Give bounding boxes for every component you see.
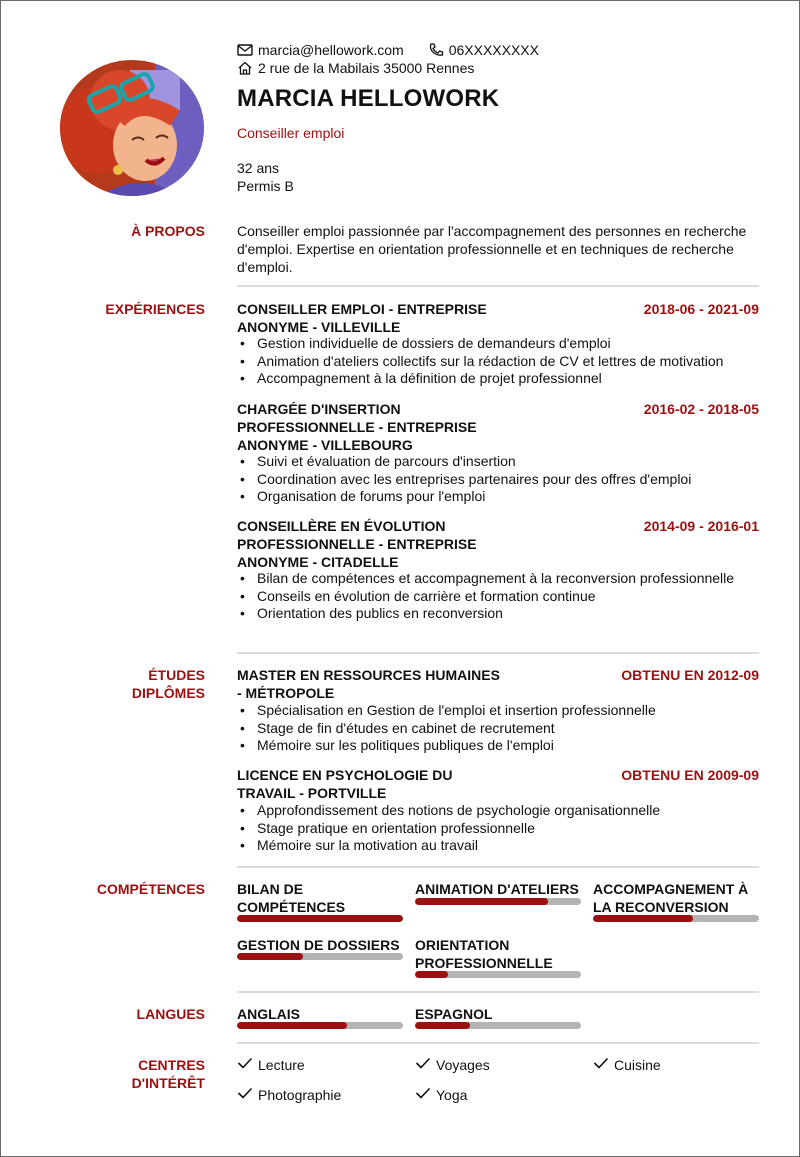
separator	[237, 652, 759, 654]
section-label-languages: LANGUES	[136, 1006, 205, 1022]
interest-item	[237, 1086, 341, 1104]
envelope-icon	[237, 43, 253, 57]
skill-bar	[237, 915, 403, 922]
experience-title: CONSEILLÈRE EN ÉVOLUTION PROFESSIONNELLE - ENTREPRISE ANONYME - CITADELLE	[237, 518, 477, 570]
email-text[interactable]: marcia@hellowork.com	[258, 42, 404, 58]
list-item: • Mémoire sur les politiques publiques de l'emploi	[237, 737, 759, 755]
experience-date: 2014-09 - 2016-01	[643, 518, 759, 534]
list-item: • Conseils en évolution de carrière et formation continue	[237, 588, 759, 606]
skill-bar-fill	[415, 898, 548, 905]
skill-bar-fill	[237, 953, 303, 960]
language-name: ANGLAIS	[237, 1006, 300, 1022]
personal-info	[237, 159, 294, 195]
list-item: • Stage de fin d'études en cabinet de recrutement	[237, 720, 759, 738]
phone-text[interactable]: 06XXXXXXXX	[448, 42, 539, 58]
about-text: Conseiller emploi passionnée par l'accompagnement des personnes en recherche d'emploi. Expertise en orientation professionnelle et en techniques de recherche d'emploi.	[237, 223, 747, 275]
interest-label: Cuisine	[614, 1057, 661, 1073]
checkmark-icon	[415, 1056, 431, 1074]
section-label-skills: COMPÉTENCES	[96, 881, 205, 897]
list-item: • Approfondissement des notions de psychologie organisationnelle	[237, 802, 759, 820]
list-item: • Bilan de compétences et accompagnement à la reconversion professionnelle	[237, 570, 759, 588]
experience-title: CONSEILLER EMPLOI - ENTREPRISE ANONYME - VILLEVILLE	[237, 301, 487, 335]
phone-icon	[428, 43, 444, 57]
checkmark-icon	[237, 1086, 253, 1104]
skill-bar-fill	[237, 915, 403, 922]
language-name: ESPAGNOL	[415, 1006, 493, 1022]
list-item: • Orientation des publics en reconversion	[237, 605, 759, 623]
skill-bar	[237, 953, 403, 960]
section-label-experiences: EXPÉRIENCES	[105, 301, 205, 317]
section-label-about: À PROPOS	[131, 223, 205, 239]
list-item: • Organisation de forums pour l'emploi	[237, 488, 759, 506]
license-text: Permis B	[237, 178, 294, 194]
language-bar-fill	[237, 1022, 347, 1029]
study-date: OBTENU EN 2012-09	[621, 667, 759, 683]
checkmark-icon	[415, 1086, 431, 1104]
checkmark-icon	[237, 1056, 253, 1074]
language-bar	[237, 1022, 403, 1029]
skill-name: ANIMATION D'ATELIERS	[415, 881, 579, 897]
list-item: • Accompagnement à la définition de projet professionnel	[237, 370, 759, 388]
experience-date: 2018-06 - 2021-09	[643, 301, 759, 317]
interest-item	[415, 1056, 490, 1074]
list-item: • Coordination avec les entreprises partenaires pour des offres d'emploi	[237, 471, 759, 489]
section-label-studies-line2: DIPLÔMES	[131, 685, 205, 701]
interest-label: Lecture	[258, 1057, 305, 1073]
study-title: MASTER EN RESSOURCES HUMAINES - MÉTROPOLE	[237, 667, 500, 701]
age-text: 32 ans	[237, 160, 280, 176]
interest-item	[237, 1056, 305, 1074]
study-bullets	[237, 802, 759, 855]
skill-bar	[415, 898, 581, 905]
experience-bullets	[237, 335, 759, 388]
experience-bullets	[237, 570, 759, 623]
section-label-interests	[60, 1056, 205, 1092]
list-item: • Spécialisation en Gestion de l'emploi et insertion professionnelle	[237, 702, 759, 720]
study-bullets	[237, 702, 759, 755]
list-item: • Animation d'ateliers collectifs sur la rédaction de CV et lettres de motivation	[237, 353, 759, 371]
job-title: Conseiller emploi	[237, 125, 345, 141]
section-label-studies-line1: ÉTUDES	[148, 667, 205, 683]
address-text: 2 rue de la Mabilais 35000 Rennes	[258, 60, 475, 76]
experience-bullets	[237, 453, 759, 506]
list-item: • Suivi et évaluation de parcours d'insertion	[237, 453, 759, 471]
study-title: LICENCE EN PSYCHOLOGIE DU TRAVAIL - PORTVILLE	[237, 767, 453, 801]
separator	[237, 991, 759, 993]
section-label-interests-line2: D'INTÉRÊT	[131, 1075, 205, 1091]
skill-bar	[415, 971, 581, 978]
skill-name: BILAN DE COMPÉTENCES	[237, 881, 346, 915]
list-item: • Stage pratique en orientation professionnelle	[237, 820, 759, 838]
section-label-interests-line1: CENTRES	[138, 1057, 205, 1073]
interest-label: Voyages	[436, 1057, 490, 1073]
separator	[237, 1042, 759, 1044]
interest-label: Photographie	[258, 1087, 342, 1103]
profile-photo	[60, 60, 204, 196]
skill-name: ACCOMPAGNEMENT À LA RECONVERSION	[593, 881, 749, 915]
contact-block	[237, 41, 539, 77]
section-label-studies	[60, 666, 205, 702]
separator	[237, 866, 759, 868]
interest-label: Yoga	[436, 1087, 468, 1103]
skill-name: GESTION DE DOSSIERS	[237, 937, 400, 953]
experience-title: CHARGÉE D'INSERTION PROFESSIONNELLE - ENTREPRISE ANONYME - VILLEBOURG	[237, 401, 477, 453]
skill-bar	[593, 915, 759, 922]
list-item: • Mémoire sur la motivation au travail	[237, 837, 759, 855]
interest-item	[593, 1056, 661, 1074]
separator	[237, 285, 759, 287]
home-icon	[237, 61, 253, 75]
study-date: OBTENU EN 2009-09	[621, 767, 759, 783]
skill-bar-fill	[593, 915, 693, 922]
list-item: • Gestion individuelle de dossiers de demandeurs d'emploi	[237, 335, 759, 353]
checkmark-icon	[593, 1056, 609, 1074]
skill-name: ORIENTATION PROFESSIONNELLE	[415, 937, 553, 971]
skill-bar-fill	[415, 971, 448, 978]
language-bar-fill	[415, 1022, 470, 1029]
candidate-name: MARCIA HELLOWORK	[237, 85, 500, 112]
interest-item	[415, 1086, 467, 1104]
experience-date: 2016-02 - 2018-05	[643, 401, 759, 417]
language-bar	[415, 1022, 581, 1029]
